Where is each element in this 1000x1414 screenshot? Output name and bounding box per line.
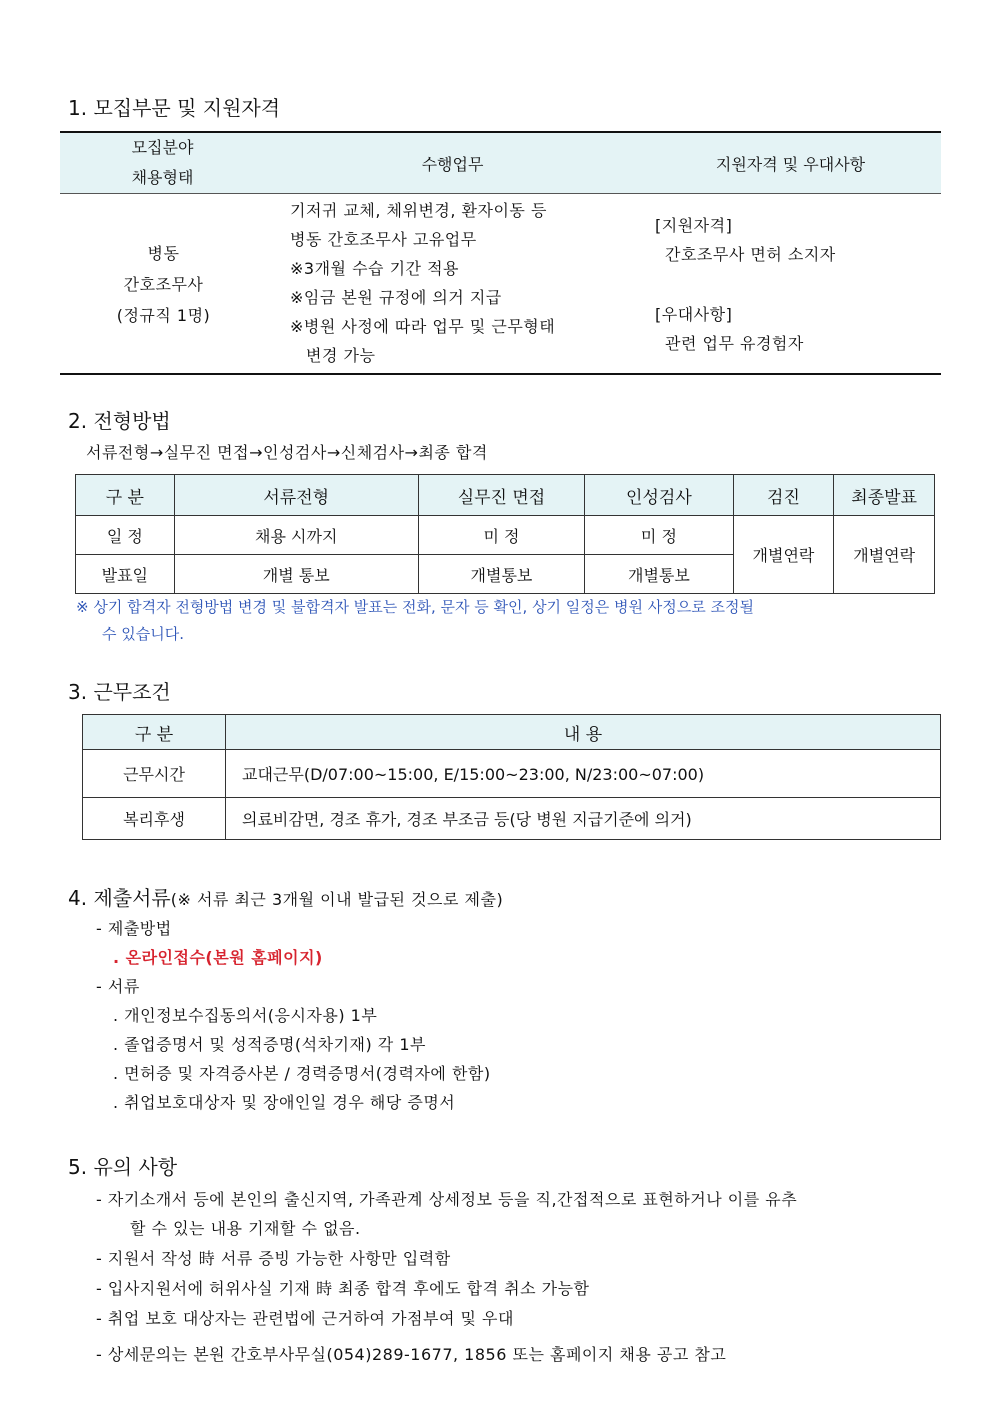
section4-heading: 4. 제출서류 bbox=[68, 886, 171, 910]
document-item: . 졸업증명서 및 성적증명(석차기재) 각 1부 bbox=[113, 1035, 426, 1054]
selection-flow: 서류전형→실무진 면접→인성검사→신체검사→최종 합격 bbox=[86, 443, 488, 462]
section4-heading-note: (※ 서류 최근 3개월 이내 발급된 것으로 제출) bbox=[170, 890, 504, 909]
selection-note-line2: 수 있습니다. bbox=[102, 625, 184, 643]
section5-heading: 5. 유의 사항 bbox=[68, 1155, 178, 1179]
cond-header-category: 구 분 bbox=[83, 715, 226, 750]
cond-header-content: 내 용 bbox=[226, 715, 941, 750]
cond-row-value: 의료비감면, 경조 휴가, 경조 부조금 등(당 병원 지급기준에 의거) bbox=[226, 798, 941, 840]
section3-heading: 3. 근무조건 bbox=[68, 680, 171, 704]
sel-header-document: 서류전형 bbox=[174, 475, 418, 516]
qualification-value: 간호조무사 면허 소지자 bbox=[665, 245, 836, 264]
sel-final-merged: 개별연락 bbox=[834, 516, 935, 594]
submit-method-value: . 온라인접수(본원 홈페이지) bbox=[113, 948, 323, 967]
document-item: . 면허증 및 자격증사본 / 경력증명서(경력자에 한함) bbox=[113, 1064, 491, 1083]
sel-header-final: 최종발표 bbox=[834, 475, 935, 516]
sel-header-interview: 실무진 면접 bbox=[418, 475, 584, 516]
header-field: 모집분야 채용형태 bbox=[131, 138, 194, 187]
sel-row1-interview: 미 정 bbox=[418, 516, 584, 555]
cond-row-label: 근무시간 bbox=[83, 750, 226, 798]
sel-row1-personality: 미 정 bbox=[585, 516, 733, 555]
sel-header-personality: 인성검사 bbox=[585, 475, 733, 516]
notice-item1-line2: 할 수 있는 내용 기재할 수 없음. bbox=[130, 1219, 361, 1238]
notice-item: - 지원서 작성 時 서류 증빙 가능한 사항만 입력함 bbox=[96, 1249, 451, 1268]
sel-row1-label: 일 정 bbox=[76, 516, 175, 555]
notice-item: - 입사지원서에 허위사실 기재 時 최종 합격 후에도 합격 취소 가능함 bbox=[96, 1279, 590, 1298]
submit-method-label: - 제출방법 bbox=[96, 919, 172, 938]
notice-list bbox=[96, 1244, 590, 1334]
sel-row2-label: 발표일 bbox=[76, 555, 175, 594]
sel-row2-interview: 개별통보 bbox=[418, 555, 584, 594]
section2-heading: 2. 전형방법 bbox=[68, 409, 171, 433]
recruitment-table bbox=[60, 133, 941, 193]
sel-row1-document: 채용 시까지 bbox=[174, 516, 418, 555]
field-cell: 병동 간호조무사 (정규직 1명) bbox=[116, 244, 211, 325]
documents-list bbox=[113, 1001, 491, 1117]
sel-row2-document: 개별 통보 bbox=[174, 555, 418, 594]
conditions-table bbox=[82, 714, 941, 840]
header-duties: 수행업무 bbox=[421, 154, 484, 174]
section4-heading-line bbox=[68, 882, 503, 911]
notice-item1-line1: - 자기소개서 등에 본인의 출신지역, 가족관계 상세정보 등을 직,간접적으로 표현하거나 이를 유추 bbox=[96, 1190, 798, 1209]
sel-header-checkup: 검진 bbox=[733, 475, 834, 516]
qualification-label: [지원자격] bbox=[655, 216, 733, 235]
selection-table bbox=[75, 474, 935, 594]
sel-checkup-merged: 개별연락 bbox=[733, 516, 834, 594]
table1-header-rule bbox=[60, 193, 941, 194]
sel-row2-personality: 개별통보 bbox=[585, 555, 733, 594]
notice-contact: - 상세문의는 본원 간호부사무실(054)289-1677, 1856 또는 홈페이지 채용 공고 참고 bbox=[96, 1345, 727, 1364]
selection-note-line1: ※ 상기 합격자 전형방법 변경 및 불합격자 발표는 전화, 문자 등 확인, 상기 일정은 병원 사정으로 조정될 bbox=[76, 598, 754, 616]
documents-label: - 서류 bbox=[96, 977, 140, 996]
duties-cell: 기저귀 교체, 체위변경, 환자이동 등 병동 간호조무사 고유업무 ※3개월 수습 기간 적용 ※임금 본원 규정에 의거 지급 ※병원 사정에 따라 업무 및 근무형태 변경 가능 bbox=[290, 201, 556, 365]
notice-item: - 취업 보호 대상자는 관련법에 근거하여 가점부여 및 우대 bbox=[96, 1309, 514, 1328]
table1-bottom-rule bbox=[60, 373, 941, 375]
cond-row-label: 복리후생 bbox=[83, 798, 226, 840]
document-item: . 개인정보수집동의서(응시자용) 1부 bbox=[113, 1006, 378, 1025]
section1-heading: 1. 모집부문 및 지원자격 bbox=[68, 96, 281, 120]
sel-header-category: 구 분 bbox=[76, 475, 175, 516]
cond-row-value: 교대근무(D/07:00~15:00, E/15:00~23:00, N/23:00~07:00) bbox=[226, 750, 941, 798]
preference-value: 관련 업무 유경험자 bbox=[665, 334, 804, 353]
document-item: . 취업보호대상자 및 장애인일 경우 해당 증명서 bbox=[113, 1093, 456, 1112]
header-qualification: 지원자격 및 우대사항 bbox=[715, 154, 866, 174]
preference-label: [우대사항] bbox=[655, 305, 733, 324]
